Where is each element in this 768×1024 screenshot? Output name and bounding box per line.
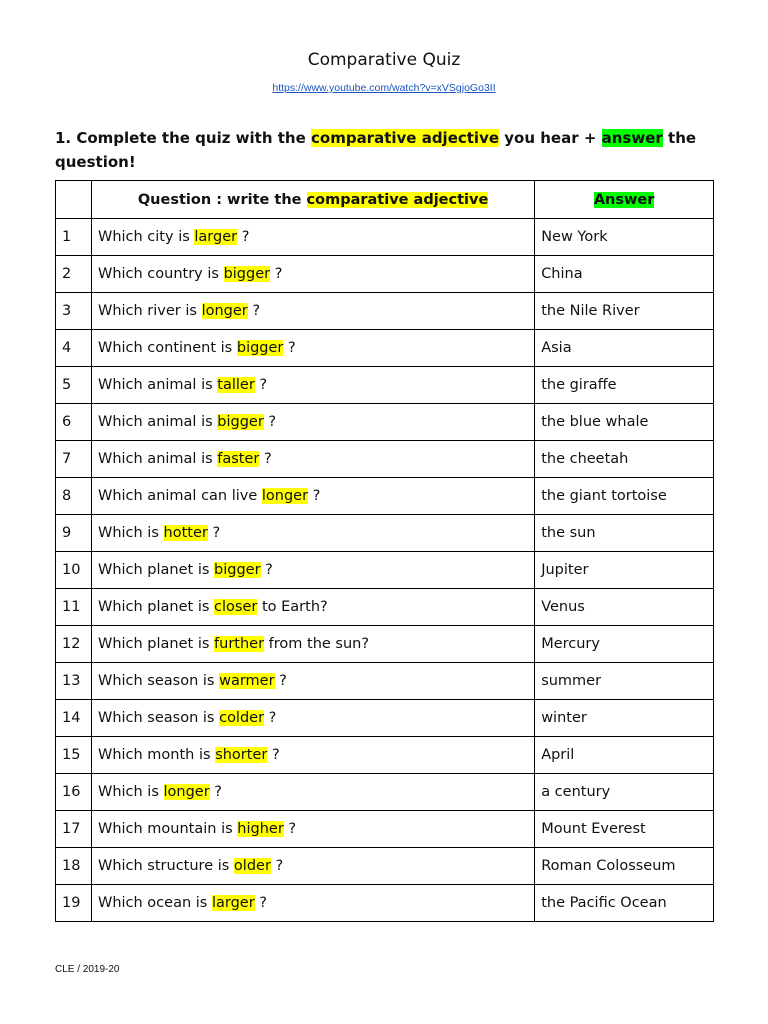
- row-question: [91, 330, 534, 367]
- table-row: [56, 737, 714, 774]
- question-text-end: ?: [274, 673, 287, 689]
- row-question: [91, 700, 534, 737]
- row-number: 19: [56, 885, 92, 922]
- comparative-adjective: longer: [201, 303, 248, 319]
- comparative-adjective: bigger: [214, 562, 261, 578]
- instruction: [55, 126, 715, 174]
- comparative-adjective: longer: [163, 784, 210, 800]
- header-question-highlight: comparative adjective: [306, 191, 489, 208]
- instruction-highlight-adjective: comparative adjective: [311, 129, 500, 147]
- row-answer: the Nile River: [535, 293, 714, 330]
- question-text-end: ?: [270, 858, 284, 874]
- quiz-table: [55, 180, 714, 922]
- question-text: Which animal is: [97, 414, 218, 430]
- table-row: [56, 552, 714, 589]
- instruction-text-2: you hear +: [499, 129, 602, 147]
- row-number: 3: [56, 293, 92, 330]
- comparative-adjective: larger: [211, 895, 255, 911]
- question-text: Which river is: [97, 303, 202, 319]
- table-row: [56, 700, 714, 737]
- question-text: Which mountain is: [97, 821, 238, 837]
- row-answer: China: [535, 256, 714, 293]
- table-row: [56, 663, 714, 700]
- comparative-adjective: further: [214, 636, 265, 652]
- question-text-end: ?: [259, 451, 272, 467]
- comparative-adjective: bigger: [223, 266, 271, 282]
- row-number: 16: [56, 774, 92, 811]
- row-number: 13: [56, 663, 92, 700]
- row-number: 1: [56, 219, 92, 256]
- page-title: Comparative Quiz: [307, 50, 461, 70]
- comparative-adjective: taller: [217, 377, 255, 393]
- row-question: [91, 552, 534, 589]
- row-number: 12: [56, 626, 92, 663]
- row-number: 4: [56, 330, 92, 367]
- comparative-adjective: colder: [219, 710, 265, 726]
- row-number: 9: [56, 515, 92, 552]
- question-text-end: ?: [283, 340, 296, 356]
- header-answer: [535, 181, 714, 219]
- row-answer: Roman Colosseum: [535, 848, 714, 885]
- comparative-adjective: closer: [214, 599, 258, 615]
- question-text: Which ocean is: [97, 895, 212, 911]
- row-question: [91, 404, 534, 441]
- row-answer: a century: [535, 774, 714, 811]
- comparative-adjective: bigger: [236, 340, 284, 356]
- row-number: 15: [56, 737, 92, 774]
- row-number: 18: [56, 848, 92, 885]
- question-text: Which animal is: [97, 451, 218, 467]
- quiz-table-body: [56, 219, 714, 922]
- instruction-text-3: the question!: [55, 129, 697, 171]
- question-text: Which structure is: [97, 858, 234, 874]
- row-answer: the sun: [535, 515, 714, 552]
- question-text-end: ?: [264, 710, 277, 726]
- row-answer: the blue whale: [535, 404, 714, 441]
- row-number: 10: [56, 552, 92, 589]
- instruction-highlight-answer: answer: [601, 129, 663, 147]
- row-answer: the Pacific Ocean: [535, 885, 714, 922]
- row-number: 11: [56, 589, 92, 626]
- question-text-end: ?: [267, 747, 280, 763]
- header-question-text: Question : write the: [137, 191, 307, 208]
- comparative-adjective: larger: [194, 229, 238, 245]
- question-text-end: ?: [247, 303, 261, 319]
- row-answer: Mercury: [535, 626, 714, 663]
- comparative-adjective: warmer: [219, 673, 275, 689]
- question-text-end: ?: [254, 895, 267, 911]
- row-number: 6: [56, 404, 92, 441]
- table-row: [56, 367, 714, 404]
- question-text: Which city is: [97, 229, 195, 245]
- question-text: Which is: [97, 784, 164, 800]
- row-question: [91, 626, 534, 663]
- question-text: Which season is: [97, 673, 220, 689]
- row-question: [91, 441, 534, 478]
- table-row: [56, 885, 714, 922]
- question-text: Which animal can live: [97, 488, 262, 504]
- row-number: 7: [56, 441, 92, 478]
- row-answer: the giraffe: [535, 367, 714, 404]
- row-answer: winter: [535, 700, 714, 737]
- comparative-adjective: hotter: [163, 525, 208, 541]
- row-answer: summer: [535, 663, 714, 700]
- footer: CLE / 2019-20: [55, 964, 120, 975]
- question-text-end: ?: [270, 266, 283, 282]
- comparative-adjective: higher: [237, 821, 284, 837]
- question-text: Which season is: [97, 710, 220, 726]
- row-answer: the giant tortoise: [535, 478, 714, 515]
- question-text: Which planet is: [97, 599, 215, 615]
- question-text-end: ?: [207, 525, 221, 541]
- row-question: [91, 663, 534, 700]
- table-row: [56, 811, 714, 848]
- table-row: [56, 219, 714, 256]
- header-number: [56, 181, 92, 219]
- row-question: [91, 589, 534, 626]
- row-answer: Venus: [535, 589, 714, 626]
- row-answer: April: [535, 737, 714, 774]
- comparative-adjective: faster: [217, 451, 260, 467]
- question-text: Which month is: [97, 747, 216, 763]
- header-question: [91, 181, 534, 219]
- row-answer: Asia: [535, 330, 714, 367]
- youtube-link[interactable]: https://www.youtube.com/watch?v=xVSgjoGo3II: [272, 82, 496, 94]
- table-header-row: [56, 181, 714, 219]
- row-answer: the cheetah: [535, 441, 714, 478]
- comparative-adjective: shorter: [215, 747, 268, 763]
- question-text: Which continent is: [97, 340, 237, 356]
- table-row: [56, 774, 714, 811]
- row-question: [91, 256, 534, 293]
- table-row: [56, 330, 714, 367]
- row-question: [91, 219, 534, 256]
- question-text-end: ?: [283, 821, 297, 837]
- row-number: 2: [56, 256, 92, 293]
- row-question: [91, 367, 534, 404]
- row-answer: Mount Everest: [535, 811, 714, 848]
- row-number: 5: [56, 367, 92, 404]
- question-text-end: from the sun?: [264, 636, 370, 652]
- row-question: [91, 885, 534, 922]
- row-question: [91, 848, 534, 885]
- question-text-end: ?: [237, 229, 250, 245]
- row-answer: Jupiter: [535, 552, 714, 589]
- row-number: 14: [56, 700, 92, 737]
- table-row: [56, 515, 714, 552]
- header-answer-highlight: Answer: [593, 191, 655, 208]
- row-question: [91, 774, 534, 811]
- question-text: Which planet is: [97, 562, 215, 578]
- question-text-end: ?: [260, 562, 273, 578]
- video-link-line: [0, 82, 768, 94]
- table-row: [56, 478, 714, 515]
- question-text: Which country is: [97, 266, 224, 282]
- row-question: [91, 478, 534, 515]
- comparative-adjective: longer: [261, 488, 309, 504]
- comparative-adjective: older: [233, 858, 271, 874]
- row-answer: New York: [535, 219, 714, 256]
- question-text-end: ?: [254, 377, 268, 393]
- question-text-end: ?: [209, 784, 223, 800]
- table-row: [56, 848, 714, 885]
- row-number: 8: [56, 478, 92, 515]
- row-question: [91, 811, 534, 848]
- table-row: [56, 589, 714, 626]
- question-text: Which animal is: [97, 377, 218, 393]
- instruction-text-1: 1. Complete the quiz with the: [55, 129, 311, 147]
- question-text-end: to Earth?: [257, 599, 328, 615]
- table-row: [56, 293, 714, 330]
- comparative-adjective: bigger: [217, 414, 264, 430]
- table-row: [56, 256, 714, 293]
- row-number: 17: [56, 811, 92, 848]
- question-text-end: ?: [263, 414, 277, 430]
- question-text-end: ?: [308, 488, 321, 504]
- table-row: [56, 626, 714, 663]
- table-row: [56, 404, 714, 441]
- table-row: [56, 441, 714, 478]
- question-text: Which planet is: [97, 636, 215, 652]
- row-question: [91, 293, 534, 330]
- row-question: [91, 737, 534, 774]
- question-text: Which is: [97, 525, 164, 541]
- row-question: [91, 515, 534, 552]
